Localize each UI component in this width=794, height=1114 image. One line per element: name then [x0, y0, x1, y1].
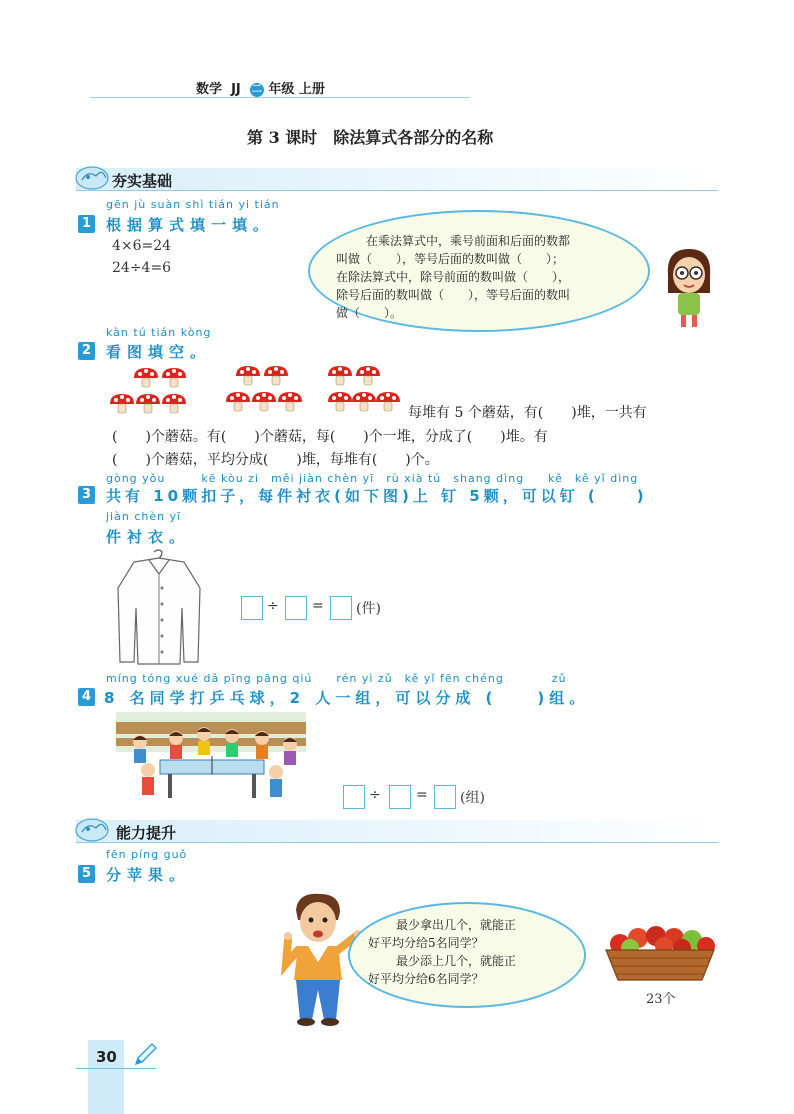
girl-icon [660, 245, 718, 333]
header-rule [90, 97, 470, 98]
q2-line1: 每堆有 5 个蘑菇，有( )堆，一共有 [408, 405, 647, 421]
section-badge-icon [74, 814, 114, 848]
mushroom-pile-1 [110, 368, 186, 413]
mushroom-pile-3 [328, 366, 400, 411]
apple-count: 23个 [646, 992, 676, 1007]
grade-badge: 二 [251, 83, 262, 95]
header-subject: 数学 JJ 二 年级 上册 [196, 82, 325, 97]
q4-answer-box-1[interactable] [343, 785, 365, 809]
q3-answer-box-3[interactable] [330, 596, 352, 620]
section-label-basic: 夯实基础 [112, 172, 173, 190]
q3-pinyin-2: jiàn chèn yī [106, 510, 182, 523]
q1-text: 根据算式填一填。 [106, 216, 275, 234]
q4-answer-box-2[interactable] [389, 785, 411, 809]
q4-text: 8 名同学打乒乓球，2 人一组，可以分成 ( )组。 [104, 689, 590, 707]
q3-unit: (件) [356, 601, 381, 617]
q2-line3: ( )个蘑菇，平均分成( )堆，每堆有( )个。 [112, 452, 439, 468]
q4-number: 4 [78, 688, 95, 706]
q1-eq2: 24÷4=6 [112, 260, 172, 276]
q3-answer-box-1[interactable] [241, 596, 263, 620]
q2-text: 看图填空。 [106, 343, 212, 361]
section-label-advance: 能力提升 [116, 824, 177, 842]
mushroom-piles [106, 364, 416, 416]
q1-eq1: 4×6=24 [112, 238, 172, 254]
q1-number: 1 [78, 215, 95, 233]
section-badge-icon [74, 162, 114, 196]
apple-basket-icon [602, 922, 718, 986]
q3-text-1: 共有 10颗扣子，每件衬衣(如下图)上 钉 5颗，可以钉 ( ) [106, 487, 648, 505]
q3-eq-sign: = [312, 598, 324, 614]
q1-pinyin: gēn jù suàn shì tián yi tián [106, 198, 280, 211]
q3-pinyin-1: gòng yǒu kē kòu zi měi jiàn chèn yī rù xià tú shang dìng kě kě yǐ dìng [106, 472, 639, 485]
pingpong-scene-icon [116, 712, 306, 806]
q5-text: 分苹果。 [106, 866, 191, 884]
q2-number: 2 [78, 342, 95, 360]
q3-div-sign: ÷ [267, 598, 279, 614]
q2-pinyin: kàn tú tián kòng [106, 326, 212, 339]
section-bar-basic [76, 168, 718, 191]
mushroom-pile-2 [226, 366, 302, 411]
q2-line2: ( )个蘑菇。有( )个蘑菇，每( )个一堆，分成了( )堆。有 [112, 429, 548, 445]
q3-answer-box-2[interactable] [285, 596, 307, 620]
q5-number: 5 [78, 865, 95, 883]
q4-eq-sign: = [416, 787, 428, 803]
lesson-title: 第 3 课时 除法算式各部分的名称 [247, 128, 494, 147]
q4-unit: (组) [460, 790, 485, 806]
q4-answer-box-3[interactable] [434, 785, 456, 809]
shirt-icon [114, 548, 204, 670]
q3-number: 3 [78, 486, 95, 504]
page-number: 30 [96, 1048, 117, 1066]
q4-pinyin: míng tóng xué dǎ pīng pāng qiú rén yì zǔ kě yǐ fēn chéng zǔ [106, 672, 567, 685]
q4-div-sign: ÷ [369, 787, 381, 803]
q5-bubble-text: 最少拿出几个，就能正 好平均分给5名同学？ 最少添上几个，就能正 好平均分给6名同学？ [368, 918, 517, 986]
q5-pinyin: fēn píng guǒ [106, 848, 188, 861]
pencil-icon [132, 1042, 158, 1072]
q3-text-2: 件衬衣。 [106, 528, 191, 546]
q1-bubble-text: 在乘法算式中，乘号前面和后面的数都 叫做（ ），等号后面的数叫做（ ）； 在除法算式中，除号前面的数叫做（ ）， 除号后面的数叫做（ ），等号后面的数叫 做（ ）。 [336, 234, 571, 320]
